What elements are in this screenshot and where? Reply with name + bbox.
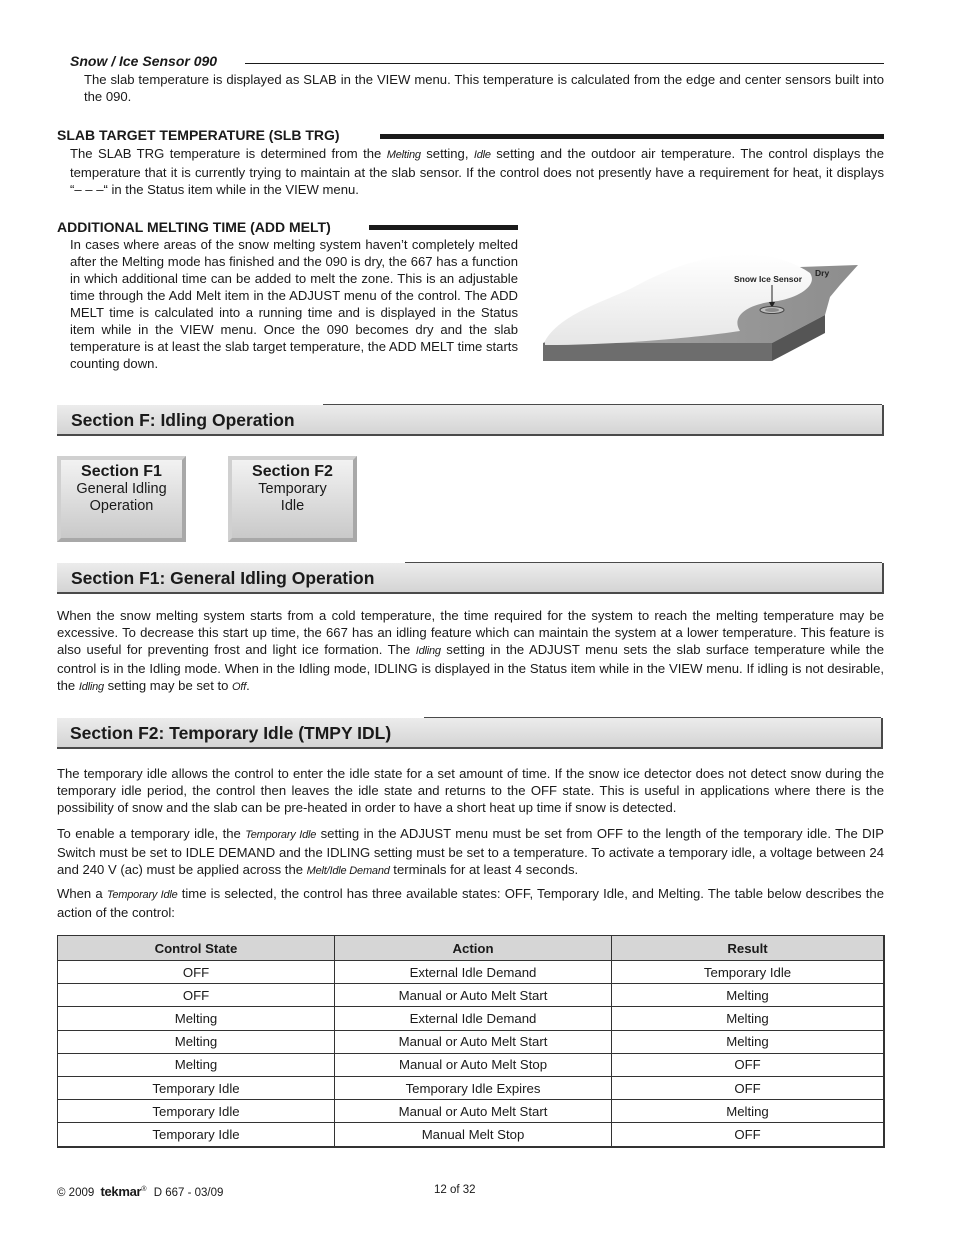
table-cell: Melting	[612, 1030, 885, 1053]
table-row	[58, 1076, 885, 1099]
table-cell: Melting	[612, 984, 885, 1007]
table-row	[58, 1053, 885, 1076]
box-line: Temporary	[258, 481, 327, 497]
control-state-table	[57, 935, 885, 1148]
add-melt-heading: ADDITIONAL MELTING TIME (ADD MELT)	[57, 219, 331, 235]
registered-mark: ®	[141, 1186, 147, 1194]
section-f2-para2: To enable a temporary idle, the Temporary Idle setting in the ADJUST menu must be set from OFF to the length of the temporary idle. The DIP Switch must be set to IDLE DEMAND and the IDLING setting must be set to a temperature. To activate a temporary idle, a voltage between 24 and 240 V (ac) must be applied across the Melt/Idle Demand terminals for at least 4 seconds.	[57, 826, 884, 877]
table-row	[58, 1100, 885, 1123]
column-header: Control State	[58, 936, 335, 961]
heading-rule	[369, 225, 518, 230]
bar-top-edge	[424, 717, 881, 718]
table-cell: Temporary Idle	[612, 961, 885, 984]
snow-sensor-body: The slab temperature is displayed as SLAB in the VIEW menu. This temperature is calculated from the edge and center sensors built into the 090.	[84, 72, 884, 104]
table-cell: Manual or Auto Melt Start	[335, 1100, 612, 1123]
column-header: Result	[612, 936, 885, 961]
bar-top-edge	[405, 562, 882, 563]
table-cell: Manual or Auto Melt Stop	[335, 1053, 612, 1076]
section-f1-title: Section F1: General Idling Operation	[71, 568, 375, 588]
copyright-text: © 2009	[57, 1187, 95, 1199]
table-cell: Melting	[612, 1007, 885, 1030]
slab-target-heading: SLAB TARGET TEMPERATURE (SLB TRG)	[57, 127, 340, 143]
tekmar-logo: tekmar	[100, 1184, 142, 1199]
table-cell: OFF	[612, 1076, 885, 1099]
heading-rule	[380, 134, 884, 139]
heading-rule	[245, 63, 884, 64]
section-f1-body: When the snow melting system starts from a cold temperature, the time required for the system to reach the melting temperature may be excessive. To decrease this start up time, the 667 has an idling feature which can maintain the system at a lower temperature. This feature is also useful for preventing frost and light ice formation. The Idling setting in the ADJUST menu sets the slab surface temperature while the control is in the Idling mode. When in the Idling mode, IDLING is displayed in the Status item while in the VIEW menu. If idling is not desirable, the Idling setting may be set to Off.	[57, 608, 884, 693]
box-line: Operation	[89, 498, 154, 514]
footer-copyright	[57, 1184, 223, 1199]
table-cell: Temporary Idle Expires	[335, 1076, 612, 1099]
snow-sensor-heading: Snow / Ice Sensor 090	[70, 53, 218, 69]
table-cell: External Idle Demand	[335, 1007, 612, 1030]
sensor-label: Snow Ice Sensor	[734, 274, 803, 284]
table-cell: Manual or Auto Melt Start	[335, 984, 612, 1007]
section-f-title: Section F: Idling Operation	[71, 410, 295, 430]
doc-number: D 667 - 03/09	[153, 1187, 224, 1199]
slab-target-body: The SLAB TRG temperature is determined from the Melting setting, Idle setting and the outdoor air temperature. The control displays the temperature that it is currently trying to maintain at the slab sensor. If the control does not presently have a requirement for heat, it displays “– – –“ in the Status item while in the VIEW menu.	[70, 146, 884, 197]
column-header: Action	[335, 936, 612, 961]
box-title: Section F1	[81, 463, 162, 480]
section-f-header	[57, 405, 884, 436]
table-cell: OFF	[58, 984, 335, 1007]
table-cell: Temporary Idle	[58, 1123, 335, 1147]
table-cell: Manual or Auto Melt Start	[335, 1030, 612, 1053]
section-f2-para3: When a Temporary Idle time is selected, the control has three available states: OFF, Temporary Idle, and Melting. The table below describes the action of the control:	[57, 886, 884, 920]
section-f2-box[interactable]	[228, 456, 357, 542]
table-row	[58, 1007, 885, 1030]
box-line: Idle	[280, 498, 305, 514]
table-row	[58, 961, 885, 984]
section-f2-title: Section F2: Temporary Idle (TMPY IDL)	[70, 723, 392, 743]
table-cell: OFF	[58, 961, 335, 984]
table-cell: Melting	[58, 1007, 335, 1030]
table-cell: Manual Melt Stop	[335, 1123, 612, 1147]
table-cell: Temporary Idle	[58, 1100, 335, 1123]
section-f1-header	[57, 563, 884, 594]
section-f1-box[interactable]	[57, 456, 186, 542]
table-cell: Melting	[58, 1030, 335, 1053]
table-cell: Temporary Idle	[58, 1076, 335, 1099]
table-cell: External Idle Demand	[335, 961, 612, 984]
slab-illustration	[540, 245, 860, 365]
table-header-row	[58, 936, 885, 961]
box-line: General Idling	[76, 481, 167, 497]
table-row	[58, 1030, 885, 1053]
table-cell: OFF	[612, 1123, 885, 1147]
section-f2-header	[57, 718, 883, 749]
dry-label: Dry	[815, 268, 830, 278]
add-melt-body: In cases where areas of the snow melting system haven’t completely melted after the Melting mode has finished and the 090 is dry, the 667 has a function in which additional time can be added to melt the zone. This is an adjustable time through the Add Melt item in the ADJUST menu of the control. The ADD MELT time is calculated into a running time and is displayed in the Status item while in the VIEW menu. Once the 090 becomes dry and the slab temperature is at least the slab target temperature, the ADD MELT time starts counting down.	[70, 237, 518, 371]
table-row	[58, 984, 885, 1007]
bar-top-edge	[323, 404, 882, 405]
section-f2-para1: The temporary idle allows the control to enter the idle state for a set amount of time. If the snow ice detector does not detect snow during the temporary idle period, the control then leaves the idle state and returns to the OFF state. This is useful in applications where there is the possibility of snow and the slab can be pre-heated in order to have a short heat up time if snow is detected.	[57, 766, 884, 815]
page-number: 12 of 32	[434, 1184, 476, 1196]
table-row	[58, 1123, 885, 1147]
table-cell: Melting	[612, 1100, 885, 1123]
table-cell: OFF	[612, 1053, 885, 1076]
table-cell: Melting	[58, 1053, 335, 1076]
box-title: Section F2	[252, 463, 333, 480]
